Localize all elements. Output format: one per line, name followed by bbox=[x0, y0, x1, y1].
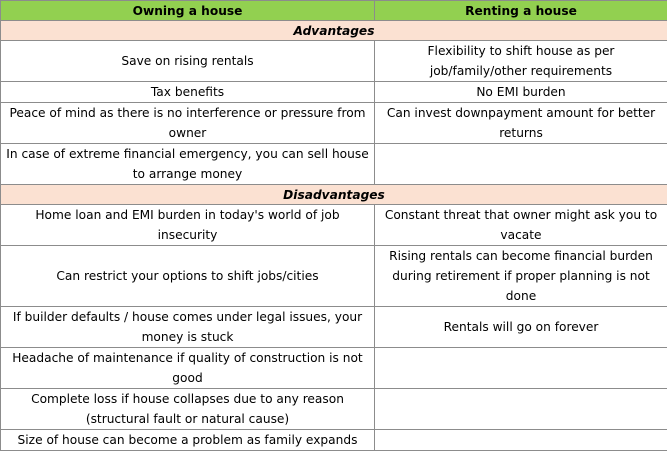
owning-cell: Peace of mind as there is no interference or pressure from owner bbox=[1, 103, 375, 144]
table-row bbox=[1, 205, 667, 246]
renting-cell: Rentals will go on forever bbox=[375, 307, 667, 348]
renting-cell bbox=[375, 144, 667, 185]
table-row bbox=[1, 307, 667, 348]
owning-cell: If builder defaults / house comes under legal issues, your money is stuck bbox=[1, 307, 375, 348]
renting-cell: Constant threat that owner might ask you to vacate bbox=[375, 205, 667, 246]
section-row-advantages bbox=[1, 21, 667, 41]
header-renting: Renting a house bbox=[375, 1, 667, 21]
table-row bbox=[1, 82, 667, 103]
table-row bbox=[1, 103, 667, 144]
renting-cell: No EMI burden bbox=[375, 82, 667, 103]
renting-cell: Flexibility to shift house as per job/family/other requirements bbox=[375, 41, 667, 82]
section-title-advantages: Advantages bbox=[1, 21, 667, 41]
table-row bbox=[1, 430, 667, 451]
header-owning: Owning a house bbox=[1, 1, 375, 21]
header-row bbox=[1, 1, 667, 21]
owning-cell: Home loan and EMI burden in today's world of job insecurity bbox=[1, 205, 375, 246]
owning-cell: Save on rising rentals bbox=[1, 41, 375, 82]
table-row bbox=[1, 348, 667, 389]
owning-cell: Size of house can become a problem as family expands bbox=[1, 430, 375, 451]
table-row bbox=[1, 144, 667, 185]
owning-cell: Can restrict your options to shift jobs/cities bbox=[1, 246, 375, 307]
section-row-disadvantages bbox=[1, 185, 667, 205]
table-row bbox=[1, 41, 667, 82]
owning-cell: In case of extreme financial emergency, you can sell house to arrange money bbox=[1, 144, 375, 185]
owning-cell: Headache of maintenance if quality of construction is not good bbox=[1, 348, 375, 389]
owning-cell: Complete loss if house collapses due to any reason (structural fault or natural cause) bbox=[1, 389, 375, 430]
renting-cell bbox=[375, 348, 667, 389]
renting-cell: Rising rentals can become financial burden during retirement if proper planning is not done bbox=[375, 246, 667, 307]
owning-cell: Tax benefits bbox=[1, 82, 375, 103]
table-row bbox=[1, 246, 667, 307]
renting-cell bbox=[375, 430, 667, 451]
renting-cell bbox=[375, 389, 667, 430]
table-row bbox=[1, 389, 667, 430]
renting-cell: Can invest downpayment amount for better returns bbox=[375, 103, 667, 144]
section-title-disadvantages: Disadvantages bbox=[1, 185, 667, 205]
